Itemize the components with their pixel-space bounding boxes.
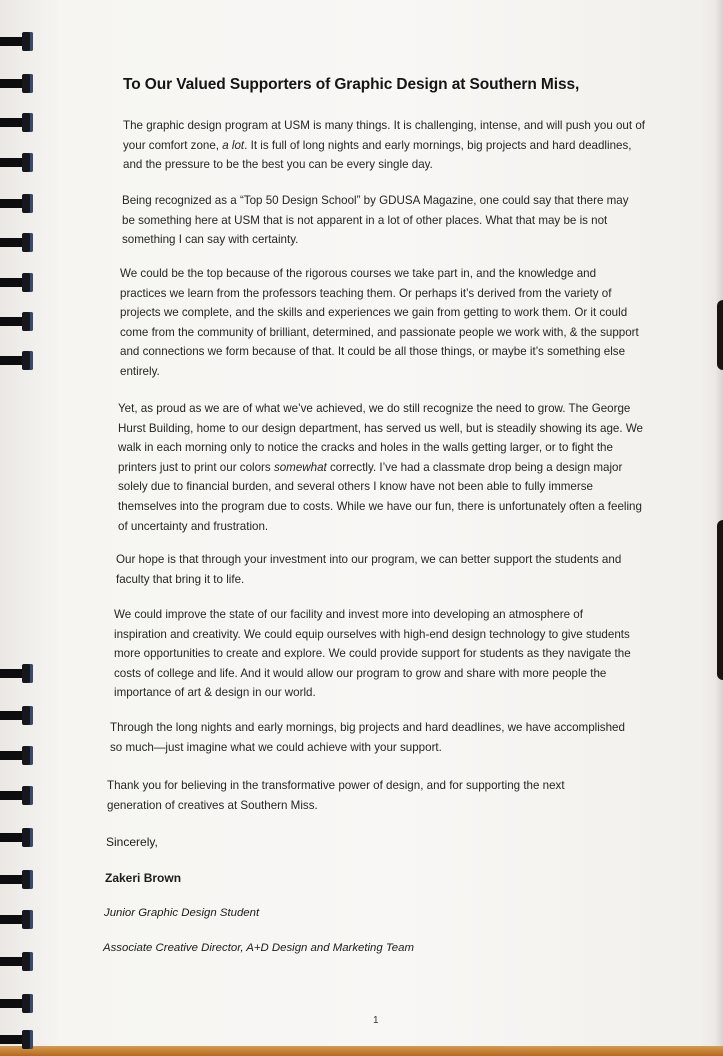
page-number: 1	[373, 1015, 379, 1026]
binding-ring	[0, 1030, 36, 1048]
desk-surface	[0, 1046, 723, 1056]
binding-ring	[0, 994, 36, 1012]
emphasis-text: somewhat	[273, 460, 327, 474]
binding-ring	[0, 351, 36, 369]
paragraph-3: We could be the top because of the rigorous courses we take part in, and the knowledge and practices we learn from the professors teaching them. Or perhaps it’s derived from the variety of projects we complete, and the skills and experiences we gain from getting to work them. Or it could come from the community of brilliant, determined, and passionate people we work with, & the support and connections we form because of that. It could be all those things, or maybe it’s something else entirely.	[120, 267, 639, 378]
paragraph-6: We could improve the state of our facility and invest more into developing an atmosphere of inspiration and creativity. We could equip ourselves with high-end design technology to give students more opportunities to create and explore. We could provide support for students as they navigate the costs of college and life. And it would allow our program to grow and share with more people the importance of art & design in our world.	[114, 608, 631, 700]
binding-ring	[0, 312, 36, 330]
binding-ring	[0, 233, 36, 251]
binding-ring	[0, 870, 36, 888]
background-object-right	[717, 300, 723, 370]
binding-ring	[0, 952, 36, 970]
emphasis-text: a lot	[222, 138, 245, 152]
binding-ring	[0, 746, 36, 764]
binding-ring	[0, 273, 36, 291]
binding-ring	[0, 153, 36, 171]
paragraph-7: Through the long nights and early mornings, big projects and hard deadlines, we have accomplished so much—just imagine what we could achieve with your support.	[110, 721, 625, 754]
binding-ring	[0, 786, 36, 804]
binding-ring	[0, 664, 36, 682]
binding-ring	[0, 194, 36, 212]
paragraph-1: The graphic design program at USM is many things. It is challenging, intense, and will push you out of your comfort zone, a lot. It is full of long nights and early mornings, big projects and hard deadlines, and the pressure to be the best you can be every single day.	[123, 119, 645, 172]
binding-ring	[0, 32, 36, 50]
signer-title-1: Junior Graphic Design Student	[104, 907, 260, 919]
paragraph-8: Thank you for believing in the transformative power of design, and for supporting the next generation of creatives at Southern Miss.	[107, 779, 565, 812]
binding-ring	[0, 113, 36, 131]
closing: Sincerely,	[106, 835, 158, 849]
signer-title-2: Associate Creative Director, A+D Design and Marketing Team	[103, 942, 414, 954]
binding-ring	[0, 910, 36, 928]
paragraph-5: Our hope is that through your investment into our program, we can better support the students and faculty that bring it to life.	[116, 553, 622, 586]
signer-name: Zakeri Brown	[105, 871, 182, 885]
letter-heading: To Our Valued Supporters of Graphic Design at Southern Miss,	[123, 76, 580, 93]
paragraph-2: Being recognized as a “Top 50 Design School” by GDUSA Magazine, one could say that there may be something here at USM that is not apparent in a lot of other places. What that may be is not something I can say with certainty.	[122, 194, 629, 247]
paragraph-4: Yet, as proud as we are of what we’ve achieved, we do still recognize the need to grow. The George Hurst Building, home to our design department, has served us well, but is steadily showing its age. We walk in each morning only to notice the cracks and holes in the walls getting larger, or to fight the printers just to print our colors somewhat correctly. I’ve had a classmate drop being a design major solely due to financial burden, and several others I know have not been able to fully immerse themselves into the program due to costs. While we have our fun, there is unfortunately often a feeling of uncertainty and frustration.	[118, 402, 643, 533]
binding-ring	[0, 706, 36, 724]
background-object-right	[717, 520, 723, 680]
binding-ring	[0, 74, 36, 92]
binding-ring	[0, 828, 36, 846]
